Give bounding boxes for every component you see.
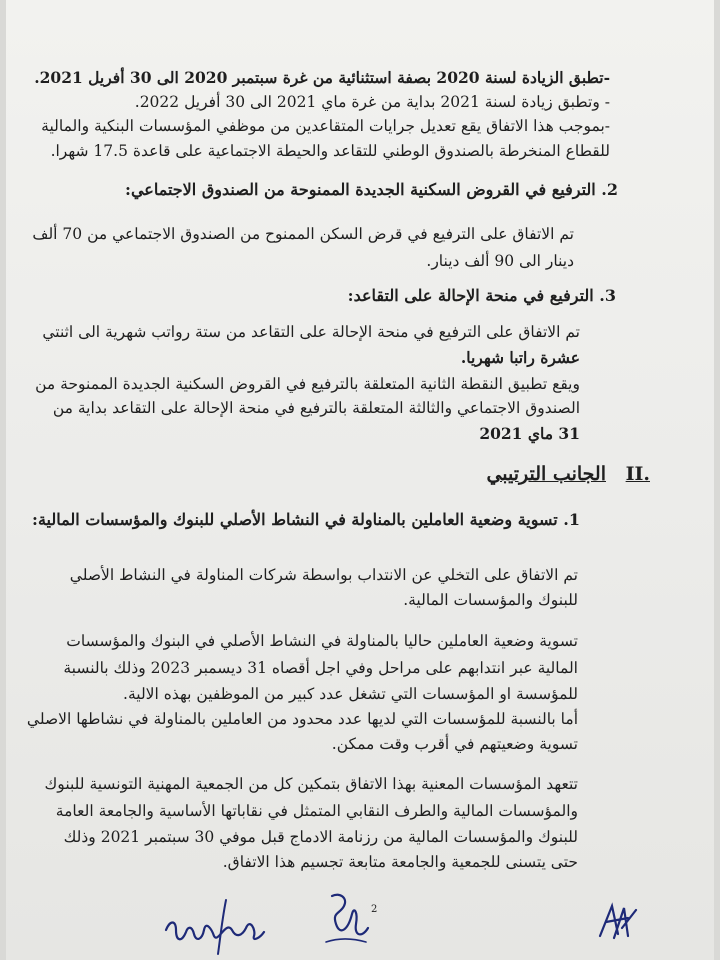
document-page <box>6 0 714 960</box>
section-3-line-5: 31 ماي 2021 <box>479 424 580 443</box>
para-3-line-3: للبنوك والمؤسسات المالية من رزنامة الادماج قبل موفي 30 سبتمبر 2021 وذلك <box>63 828 578 846</box>
signature-middle <box>318 884 378 954</box>
bullet-line-2: - وتطبق زيادة لسنة 2021 بداية من غرة ماي 2021 الى 30 أفريل 2022. <box>134 93 610 111</box>
section-3-line-3: ويقع تطبيق النقطة الثانية المتعلقة بالترفيع في القروض السكنية الجديدة الممنوحة من <box>35 375 580 393</box>
part-2-title: الجانب الترتيبي <box>486 463 606 485</box>
bullet-line-4: للقطاع المنخرطة بالصندوق الوطني للتقاعد والحيطة الاجتماعية على قاعدة 17.5 شهرا. <box>50 142 610 160</box>
section-3-line-1: تم الاتفاق على الترفيع في منحة الإحالة على التقاعد من ستة رواتب شهرية الى اثنتي <box>42 323 580 341</box>
section-2-heading: 2. الترفيع في القروض السكنية الجديدة الممنوحة من الصندوق الاجتماعي: <box>125 180 618 199</box>
section-3-heading: 3. الترفيع في منحة الإحالة على التقاعد: <box>347 286 616 305</box>
section-2-line-1: تم الاتفاق على الترفيع في قرض السكن الممنوح من الصندوق الاجتماعي من 70 ألف <box>32 225 574 243</box>
signature-right <box>592 898 642 946</box>
para-3-line-2: والمؤسسات المالية والطرف النقابي المتمثل في نقاباتها الأساسية والجامعة العامة <box>55 802 578 820</box>
para-2-line-3: للمؤسسة او المؤسسات التي تشغل عدد كبير من الموظفين بهذه الالية. <box>123 685 578 703</box>
document-body <box>6 0 714 960</box>
para-2-line-1: تسوية وضعية العاملين حاليا بالمناولة في النشاط الأصلي في البنوك والمؤسسات <box>66 632 578 650</box>
para-1-line-2: للبنوك والمؤسسات المالية. <box>403 591 578 609</box>
section-3-line-2: عشرة راتبا شهريا. <box>460 348 580 367</box>
para-3-line-1: تتعهد المؤسسات المعنية بهذا الاتفاق بتمكين كل من الجمعية المهنية التونسية للبنوك <box>44 775 578 793</box>
para-2-line-2: المالية عبر انتدابهم على مراحل وفي اجل أقصاه 31 ديسمبر 2023 وذلك بالنسبة <box>63 659 578 677</box>
para-2-line-5: تسوية وضعيتهم في أقرب وقت ممكن. <box>331 735 578 753</box>
page-number: 2 <box>371 904 378 915</box>
bullet-line-1: -تطبق الزيادة لسنة 2020 بصفة استثنائية من غرة سبتمبر 2020 الى 30 أفريل 2021. <box>34 68 610 87</box>
para-3-line-4: حتى يتسنى للجمعية والجامعة متابعة تجسيم هذا الاتفاق. <box>222 853 578 871</box>
sub-1-heading: 1. تسوية وضعية العاملين بالمناولة في النشاط الأصلي للبنوك والمؤسسات المالية: <box>32 510 580 529</box>
para-1-line-1: تم الاتفاق على التخلي عن الانتداب بواسطة شركات المناولة في النشاط الأصلي <box>69 566 578 584</box>
para-2-line-4: أما بالنسبة للمؤسسات التي لديها عدد محدود من العاملين بالمناولة في نشاطها الاصلي <box>26 710 578 728</box>
section-2-line-2: دينار الى 90 ألف دينار. <box>426 252 574 270</box>
section-3-line-4: الصندوق الاجتماعي والثالثة المتعلقة بالترفيع في منحة الإحالة على التقاعد بداية من <box>52 399 580 417</box>
bullet-line-3: -بموجب هذا الاتفاق يقع تعديل جرايات المتقاعدين من موظفي المؤسسات البنكية والمالية <box>41 117 610 135</box>
part-2-number: II. <box>625 463 650 485</box>
signature-left <box>156 890 306 960</box>
